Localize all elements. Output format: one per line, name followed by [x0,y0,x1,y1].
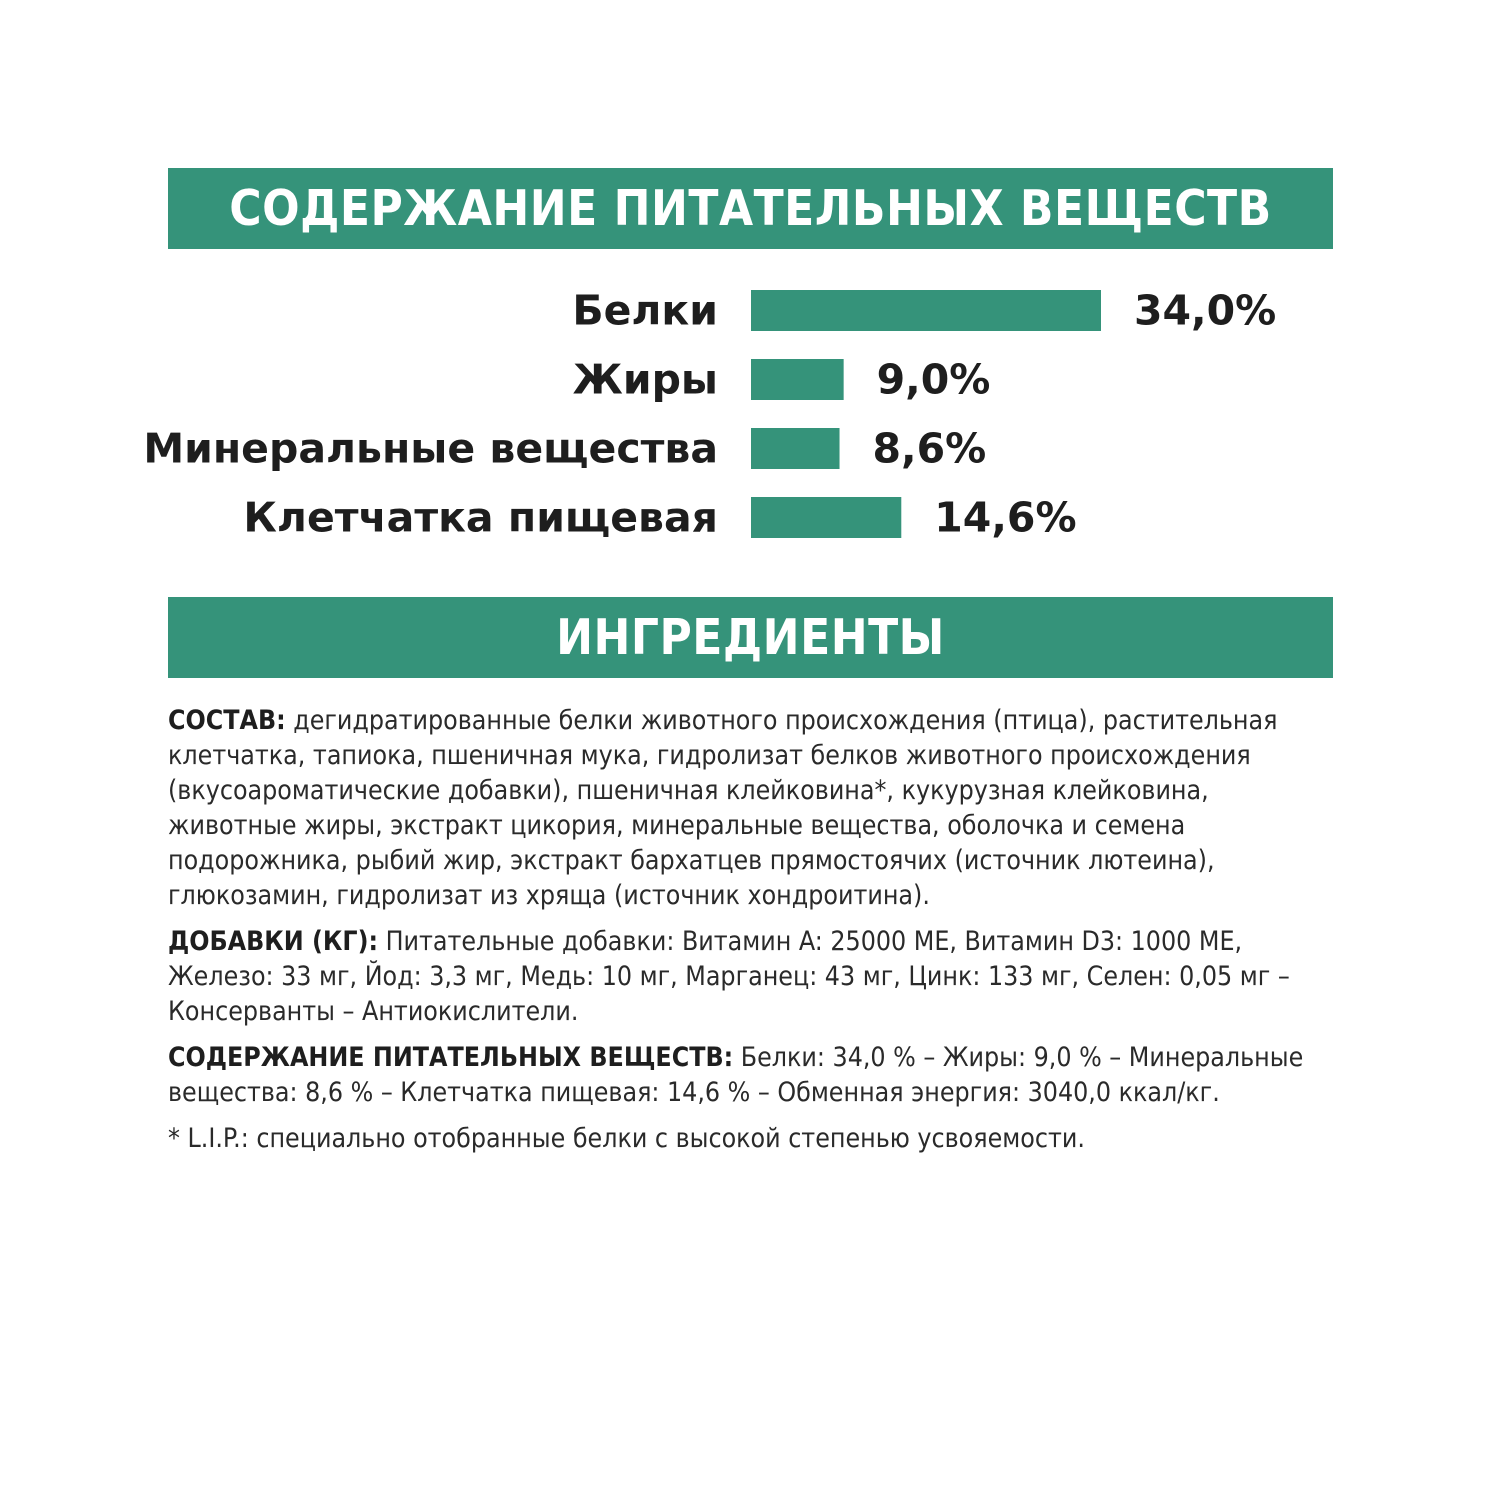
ingredients-block [168,703,1343,1167]
nutrient-bar-chart [0,270,1500,560]
bar [751,497,901,538]
bar-value-label: 14,6% [934,493,1077,542]
bar [751,290,1101,331]
composition-text: дегидратированные белки животного происхождения (птица), растительная клетчатка, тапиока, пшеничная мука, гидролизат белков животного происхождения (вкусоароматические добавки), пшеничная клейковина*, кукурузная клейковина, животные жиры, экстракт цикория, минеральные вещества, оболочка и семена подорожника, рыбий жир, экстракт бархатцев прямостоячих (источник лютеина), глюкозамин, гидролизат из хряща (источник хондроитина). [168,705,1278,911]
nutrients-header-text: СОДЕРЖАНИЕ ПИТАТЕЛЬНЫХ ВЕЩЕСТВ [229,180,1272,237]
footnote [168,1121,1343,1156]
composition-paragraph [168,703,1343,913]
bar-label: Клетчатка пищевая [243,493,718,542]
bar-value-label: 34,0% [1134,286,1277,335]
additives-text: Питательные добавки: Витамин A: 25000 МЕ, Витамин D3: 1000 МЕ, Железо: 33 мг, Йод: 3,3 мг, Медь: 10 мг, Марганец: 43 мг, Цинк: 133 мг, Селен: 0,05 мг – Консерванты – Антиокислители. [168,926,1290,1027]
bar [751,428,840,469]
bar-label: Минеральные вещества [143,424,718,473]
nutrients-paragraph [168,1040,1343,1110]
additives-paragraph [168,924,1343,1029]
bar-value-label: 9,0% [876,355,991,404]
composition-label: СОСТАВ: [168,705,286,736]
bar [751,359,844,400]
nutrients-text: Белки: 34,0 % – Жиры: 9,0 % – Минеральные вещества: 8,6 % – Клетчатка пищевая: 14,6 % – Обменная энергия: 3040,0 ккал/кг. [168,1042,1304,1108]
additives-label: ДОБАВКИ (КГ): [168,926,379,957]
ingredients-header [168,597,1333,678]
ingredients-header-text: ИНГРЕДИЕНТЫ [556,609,945,666]
nutrients-label: СОДЕРЖАНИЕ ПИТАТЕЛЬНЫХ ВЕЩЕСТВ: [168,1042,734,1073]
bar-label: Жиры [572,355,718,404]
footnote-text: * L.I.P.: специально отобранные белки с высокой степенью усвояемости. [168,1123,1085,1154]
bar-value-label: 8,6% [872,424,987,473]
nutrients-header [168,168,1333,249]
bar-label: Белки [572,286,718,335]
